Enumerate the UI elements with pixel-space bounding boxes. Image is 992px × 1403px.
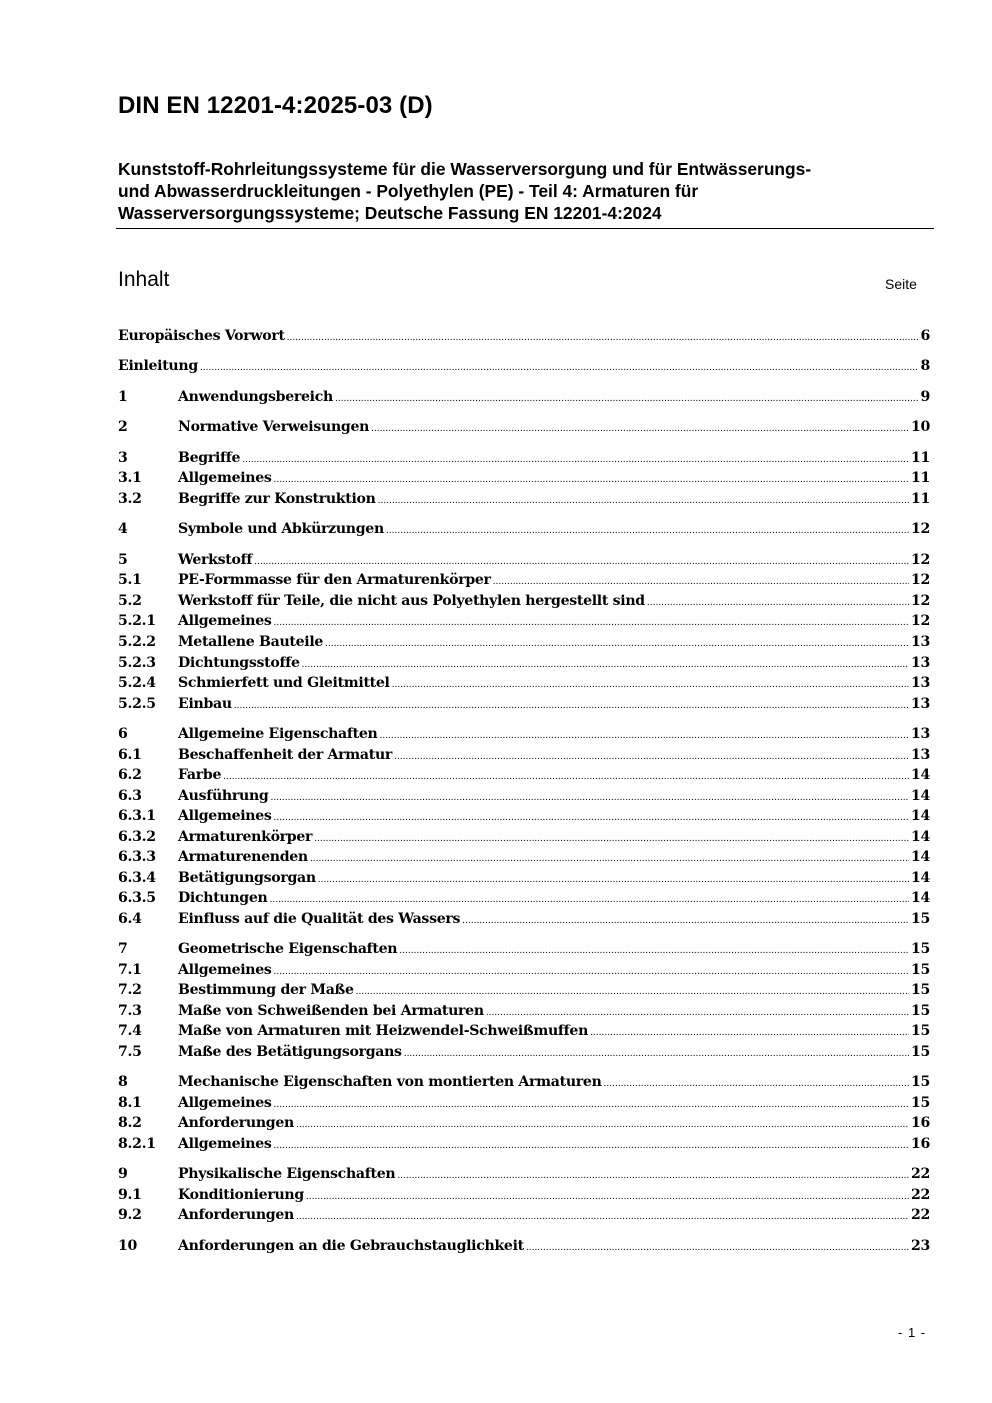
toc-entry-title: Einbau bbox=[178, 696, 232, 712]
toc-entry-page: 15 bbox=[910, 1095, 930, 1111]
toc-entry-number: 2 bbox=[118, 419, 128, 435]
toc-leader-dots bbox=[394, 747, 909, 767]
toc-entry-title: Allgemeines bbox=[178, 470, 272, 486]
toc-entry[interactable] bbox=[118, 827, 930, 847]
document-id: DIN EN 12201-4:2025-03 (D) bbox=[118, 92, 433, 119]
toc-entry[interactable] bbox=[118, 632, 930, 652]
toc-entry-title: Allgemeines bbox=[178, 613, 272, 629]
toc-entry-number: 6.3.1 bbox=[118, 808, 156, 824]
toc-entry-number: 5.2.5 bbox=[118, 696, 156, 712]
toc-leader-dots bbox=[242, 450, 909, 470]
toc-entry-title: Geometrische Eigenschaften bbox=[178, 941, 398, 957]
toc-leader-dots bbox=[378, 491, 909, 511]
toc-entry[interactable] bbox=[118, 673, 930, 693]
toc-entry-number: 7.2 bbox=[118, 982, 142, 998]
toc-entry[interactable] bbox=[118, 591, 930, 611]
toc-entry[interactable] bbox=[118, 326, 930, 346]
toc-entry-page: 13 bbox=[910, 655, 930, 671]
toc-entry[interactable] bbox=[118, 1021, 930, 1041]
toc-entry-page: 11 bbox=[910, 491, 930, 507]
toc-leader-dots bbox=[493, 572, 909, 592]
title-divider bbox=[116, 228, 934, 229]
toc-leader-dots bbox=[274, 1136, 909, 1156]
toc-entry-number: 5.2.2 bbox=[118, 634, 156, 650]
toc-leader-dots bbox=[379, 726, 909, 746]
toc-entry-title: Farbe bbox=[178, 767, 222, 783]
toc-entry-number: 9.1 bbox=[118, 1187, 142, 1203]
toc-entry[interactable] bbox=[118, 806, 930, 826]
toc-leader-dots bbox=[325, 634, 909, 654]
toc-entry[interactable] bbox=[118, 417, 930, 437]
toc-entry-number: 4 bbox=[118, 521, 128, 537]
toc-entry-number: 6.3.4 bbox=[118, 870, 156, 886]
toc-entry-title: Anforderungen bbox=[178, 1207, 294, 1223]
toc-entry-page: 13 bbox=[910, 747, 930, 763]
toc-entry[interactable] bbox=[118, 765, 930, 785]
toc-entry-page: 9 bbox=[920, 389, 930, 405]
toc-entry-title: Armaturenenden bbox=[178, 849, 308, 865]
toc-entry-number: 6.3.2 bbox=[118, 829, 156, 845]
toc-entry[interactable] bbox=[118, 786, 930, 806]
toc-entry-title: Dichtungen bbox=[178, 890, 268, 906]
toc-entry-title: PE-Formmasse für den Armaturenkörper bbox=[178, 572, 491, 588]
toc-entry-title: Allgemeines bbox=[178, 1095, 272, 1111]
toc-entry-page: 13 bbox=[910, 726, 930, 742]
toc-entry-number: 5.1 bbox=[118, 572, 142, 588]
toc-entry-title: Mechanische Eigenschaften von montierten Armaturen bbox=[178, 1074, 602, 1090]
toc-entry-number: 9 bbox=[118, 1166, 128, 1182]
toc-entry[interactable] bbox=[118, 489, 930, 509]
page-number: - 1 - bbox=[898, 1325, 927, 1340]
toc-entry-page: 15 bbox=[910, 1074, 930, 1090]
toc-entry-number: 7.1 bbox=[118, 962, 142, 978]
toc-leader-dots bbox=[386, 521, 909, 541]
toc-leader-dots bbox=[590, 1023, 909, 1043]
toc-entry-number: 3.1 bbox=[118, 470, 142, 486]
toc-entry[interactable] bbox=[118, 888, 930, 908]
toc-entry-title: Allgemeines bbox=[178, 1136, 272, 1152]
toc-entry-page: 16 bbox=[910, 1136, 930, 1152]
toc-leader-dots bbox=[223, 767, 909, 787]
toc-entry-number: 5.2.1 bbox=[118, 613, 156, 629]
toc-entry-page: 14 bbox=[910, 849, 930, 865]
toc-entry[interactable] bbox=[118, 980, 930, 1000]
toc-entry-page: 22 bbox=[910, 1166, 930, 1182]
toc-leader-dots bbox=[404, 1044, 909, 1064]
toc-entry[interactable] bbox=[118, 387, 930, 407]
toc-entry[interactable] bbox=[118, 724, 930, 744]
toc-entry-title: Allgemeines bbox=[178, 808, 272, 824]
toc-entry-title: Maße des Betätigungsorgans bbox=[178, 1044, 402, 1060]
toc-entry-page: 8 bbox=[920, 358, 930, 374]
toc-entry-page: 12 bbox=[910, 572, 930, 588]
toc-entry-number: 6.3.3 bbox=[118, 849, 156, 865]
toc-entry-page: 23 bbox=[910, 1238, 930, 1254]
toc-entry[interactable] bbox=[118, 1093, 930, 1113]
toc-entry-page: 14 bbox=[910, 870, 930, 886]
toc-entry-title: Werkstoff für Teile, die nicht aus Polyethylen hergestellt sind bbox=[178, 593, 645, 609]
toc-entry-title: Allgemeines bbox=[178, 962, 272, 978]
toc-entry-page: 12 bbox=[910, 593, 930, 609]
toc-entry[interactable] bbox=[118, 694, 930, 714]
toc-entry[interactable] bbox=[118, 745, 930, 765]
toc-entry-title: Einfluss auf die Qualität des Wassers bbox=[178, 911, 461, 927]
toc-entry-page: 15 bbox=[910, 962, 930, 978]
toc-leader-dots bbox=[647, 593, 909, 613]
toc-entry-number: 7.4 bbox=[118, 1023, 142, 1039]
toc-leader-dots bbox=[397, 1166, 909, 1186]
toc-entry-page: 12 bbox=[910, 613, 930, 629]
toc-entry-title: Symbole und Abkürzungen bbox=[178, 521, 384, 537]
toc-leader-dots bbox=[200, 358, 919, 378]
toc-entry-page: 15 bbox=[910, 982, 930, 998]
toc-leader-dots bbox=[310, 849, 909, 869]
toc-entry-title: Maße von Armaturen mit Heizwendel-Schweißmuffen bbox=[178, 1023, 589, 1039]
toc-entry-page: 6 bbox=[920, 328, 930, 344]
toc-entry-number: 7 bbox=[118, 941, 128, 957]
toc-leader-dots bbox=[287, 328, 919, 348]
toc-entry[interactable] bbox=[118, 448, 930, 468]
toc-entry-page: 22 bbox=[910, 1207, 930, 1223]
toc-entry-title: Normative Verweisungen bbox=[178, 419, 370, 435]
toc-entry[interactable] bbox=[118, 1042, 930, 1062]
toc-leader-dots bbox=[269, 890, 909, 910]
toc-entry-page: 15 bbox=[910, 1044, 930, 1060]
toc-entry[interactable] bbox=[118, 939, 930, 959]
toc-entry-number: 7.3 bbox=[118, 1003, 142, 1019]
toc-entry-page: 12 bbox=[910, 521, 930, 537]
toc-entry-number: 1 bbox=[118, 389, 128, 405]
toc-entry[interactable] bbox=[118, 611, 930, 631]
toc-leader-dots bbox=[274, 808, 909, 828]
toc-entry-number: 3.2 bbox=[118, 491, 142, 507]
toc-entry-page: 14 bbox=[910, 767, 930, 783]
page-column-label: Seite bbox=[885, 276, 917, 292]
toc-entry[interactable] bbox=[118, 1205, 930, 1225]
toc-leader-dots bbox=[392, 675, 909, 695]
toc-entry-page: 16 bbox=[910, 1115, 930, 1131]
toc-entry-title: Ausführung bbox=[178, 788, 269, 804]
toc-entry[interactable] bbox=[118, 909, 930, 929]
toc-leader-dots bbox=[296, 1115, 909, 1135]
toc-entry-page: 15 bbox=[910, 911, 930, 927]
toc-entry-number: 8.2.1 bbox=[118, 1136, 156, 1152]
toc-entry[interactable] bbox=[118, 1072, 930, 1092]
toc-entry[interactable] bbox=[118, 1164, 930, 1184]
toc-entry[interactable] bbox=[118, 356, 930, 376]
toc-entry-number: 8.2 bbox=[118, 1115, 142, 1131]
toc-entry-title: Anforderungen an die Gebrauchstauglichkeit bbox=[178, 1238, 524, 1254]
title-line: Kunststoff-Rohrleitungssysteme für die Wasserversorgung und für Entwässerungs- bbox=[118, 159, 812, 179]
toc-entry-page: 11 bbox=[910, 450, 930, 466]
toc-entry-title: Begriffe bbox=[178, 450, 241, 466]
toc-entry-title: Schmierfett und Gleitmittel bbox=[178, 675, 390, 691]
toc-entry-number: 5.2.4 bbox=[118, 675, 156, 691]
toc-entry-number: 9.2 bbox=[118, 1207, 142, 1223]
toc-heading: Inhalt bbox=[118, 268, 170, 291]
toc-entry[interactable] bbox=[118, 570, 930, 590]
toc-entry-number: 6.3 bbox=[118, 788, 142, 804]
toc-entry-number: 7.5 bbox=[118, 1044, 142, 1060]
toc-entry-title: Beschaffenheit der Armatur bbox=[178, 747, 393, 763]
toc-leader-dots bbox=[314, 829, 909, 849]
toc-leader-dots bbox=[335, 389, 919, 409]
title-line: Wasserversorgungssysteme; Deutsche Fassung EN 12201-4:2024 bbox=[118, 203, 662, 223]
toc-entry[interactable] bbox=[118, 1185, 930, 1205]
toc-leader-dots bbox=[274, 470, 909, 490]
toc-entry-title: Europäisches Vorwort bbox=[118, 328, 285, 344]
toc-entry-number: 6.2 bbox=[118, 767, 142, 783]
toc-entry[interactable] bbox=[118, 550, 930, 570]
toc-entry[interactable] bbox=[118, 868, 930, 888]
toc-leader-dots bbox=[274, 1095, 909, 1115]
toc-entry-title: Begriffe zur Konstruktion bbox=[178, 491, 376, 507]
toc-leader-dots bbox=[399, 941, 909, 961]
toc-entry-number: 6 bbox=[118, 726, 128, 742]
toc-entry-page: 13 bbox=[910, 634, 930, 650]
toc-entry-title: Metallene Bauteile bbox=[178, 634, 324, 650]
toc-entry-number: 8 bbox=[118, 1074, 128, 1090]
toc-entry-title: Anforderungen bbox=[178, 1115, 294, 1131]
toc-entry-number: 5.2 bbox=[118, 593, 142, 609]
toc-leader-dots bbox=[306, 1187, 909, 1207]
toc-entry-title: Maße von Schweißenden bei Armaturen bbox=[178, 1003, 484, 1019]
toc-entry[interactable] bbox=[118, 1113, 930, 1133]
toc-entry-title: Konditionierung bbox=[178, 1187, 304, 1203]
document-title bbox=[118, 158, 930, 224]
toc-entry[interactable] bbox=[118, 1236, 930, 1256]
toc-leader-dots bbox=[486, 1003, 909, 1023]
toc-leader-dots bbox=[296, 1207, 909, 1227]
toc-entry-title: Dichtungsstoffe bbox=[178, 655, 300, 671]
toc-entry-number: 5.2.3 bbox=[118, 655, 156, 671]
toc-entry-title: Betätigungsorgan bbox=[178, 870, 316, 886]
toc-entry-number: 6.1 bbox=[118, 747, 142, 763]
toc-entry[interactable] bbox=[118, 1001, 930, 1021]
toc-entry[interactable] bbox=[118, 468, 930, 488]
toc-entry-title: Bestimmung der Maße bbox=[178, 982, 354, 998]
toc-entry-page: 15 bbox=[910, 1003, 930, 1019]
toc-entry-number: 8.1 bbox=[118, 1095, 142, 1111]
toc-leader-dots bbox=[356, 982, 909, 1002]
toc-entry-title: Anwendungsbereich bbox=[178, 389, 333, 405]
toc-leader-dots bbox=[526, 1238, 909, 1258]
toc-leader-dots bbox=[254, 552, 909, 572]
toc-entry-number: 3 bbox=[118, 450, 128, 466]
toc-entry-page: 12 bbox=[910, 552, 930, 568]
toc-entry[interactable] bbox=[118, 960, 930, 980]
toc-entry-title: Werkstoff bbox=[178, 552, 253, 568]
toc-entry-page: 14 bbox=[910, 788, 930, 804]
toc-leader-dots bbox=[462, 911, 909, 931]
toc-entry-number: 6.3.5 bbox=[118, 890, 156, 906]
toc-entry[interactable] bbox=[118, 653, 930, 673]
toc-entry-page: 10 bbox=[910, 419, 930, 435]
toc-entry-page: 13 bbox=[910, 675, 930, 691]
toc-leader-dots bbox=[302, 655, 909, 675]
toc-leader-dots bbox=[234, 696, 909, 716]
toc-entry[interactable] bbox=[118, 519, 930, 539]
toc-leader-dots bbox=[371, 419, 909, 439]
toc-entry-number: 5 bbox=[118, 552, 128, 568]
toc-entry[interactable] bbox=[118, 1134, 930, 1154]
toc-entry-page: 14 bbox=[910, 808, 930, 824]
toc-entry-page: 15 bbox=[910, 1023, 930, 1039]
toc-leader-dots bbox=[274, 962, 909, 982]
title-line: und Abwasserdruckleitungen - Polyethylen (PE) - Teil 4: Armaturen für bbox=[118, 181, 699, 201]
toc-entry-page: 13 bbox=[910, 696, 930, 712]
toc-entry-title: Armaturenkörper bbox=[178, 829, 313, 845]
toc-entry-number: 10 bbox=[118, 1238, 138, 1254]
toc-entry[interactable] bbox=[118, 847, 930, 867]
toc-entry-page: 22 bbox=[910, 1187, 930, 1203]
toc-entry-page: 14 bbox=[910, 890, 930, 906]
toc-entry-page: 11 bbox=[910, 470, 930, 486]
toc-entry-title: Physikalische Eigenschaften bbox=[178, 1166, 396, 1182]
toc-entry-number: 6.4 bbox=[118, 911, 142, 927]
toc-leader-dots bbox=[274, 613, 909, 633]
toc-leader-dots bbox=[270, 788, 909, 808]
toc-entry-page: 14 bbox=[910, 829, 930, 845]
toc-leader-dots bbox=[604, 1074, 909, 1094]
toc-entry-title: Einleitung bbox=[118, 358, 198, 374]
toc-leader-dots bbox=[318, 870, 909, 890]
toc-entry-title: Allgemeine Eigenschaften bbox=[178, 726, 378, 742]
toc-entry-page: 15 bbox=[910, 941, 930, 957]
